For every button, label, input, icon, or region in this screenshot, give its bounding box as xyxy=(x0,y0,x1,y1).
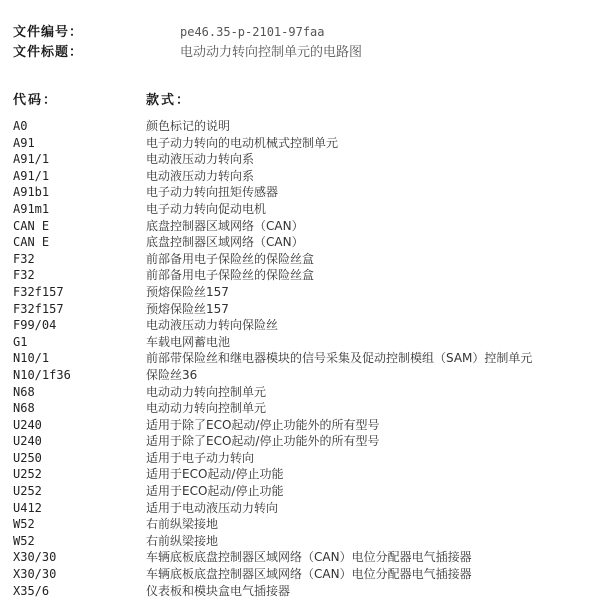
table-row xyxy=(0,301,609,318)
table-row xyxy=(0,583,609,600)
component-description: 适用于除了ECO起动/停止功能外的所有型号 xyxy=(146,417,380,432)
component-code: U412 xyxy=(13,500,42,515)
component-code: X30/30 xyxy=(13,567,57,582)
component-code: N68 xyxy=(13,401,35,416)
component-code: W52 xyxy=(13,533,35,548)
component-description: 电子动力转向的电动机械式控制单元 xyxy=(146,135,339,150)
doc-number-value: pe46.35-p-2101-97faa xyxy=(180,25,325,39)
component-description: 适用于除了ECO起动/停止功能外的所有型号 xyxy=(146,434,380,449)
component-code: CAN E xyxy=(13,235,50,250)
component-code: F32f157 xyxy=(13,301,64,316)
component-code: A0 xyxy=(13,119,28,133)
table-row xyxy=(0,135,609,152)
table-row xyxy=(0,450,609,467)
doc-number-label: 文件编号： xyxy=(13,25,84,40)
component-description: 适用于电子动力转向 xyxy=(146,450,255,465)
component-description: 仪表板和模块盒电气插接器 xyxy=(146,583,291,598)
component-description: 适用于电动液压动力转向 xyxy=(146,500,279,515)
table-row xyxy=(0,516,609,533)
table-row xyxy=(0,118,609,135)
component-description: 电动液压动力转向保险丝 xyxy=(146,318,279,333)
doc-title-value: 电动动力转向控制单元的电路图 xyxy=(180,45,363,60)
component-code: N10/1f36 xyxy=(13,367,71,382)
component-description: 前部备用电子保险丝的保险丝盒 xyxy=(146,268,315,283)
table-row xyxy=(0,384,609,401)
table-row xyxy=(0,466,609,483)
component-code: N68 xyxy=(13,384,35,399)
component-description: 保险丝36 xyxy=(146,367,198,382)
table-row xyxy=(0,367,609,384)
component-code: A91m1 xyxy=(13,201,50,216)
table-row xyxy=(0,168,609,185)
component-description: 底盘控制器区域网络（CAN） xyxy=(146,235,304,250)
component-description: 预熔保险丝157 xyxy=(146,284,229,299)
component-description: 电动动力转向控制单元 xyxy=(146,384,267,399)
component-code: A91b1 xyxy=(13,185,50,200)
component-code: CAN E xyxy=(13,218,50,233)
component-code: A91 xyxy=(13,135,35,150)
table-row xyxy=(0,566,609,583)
component-description: 电动液压动力转向系 xyxy=(146,152,255,167)
component-description: 车载电网蓄电池 xyxy=(146,334,231,349)
component-code: N10/1 xyxy=(13,351,50,366)
table-row xyxy=(0,184,609,201)
component-list xyxy=(0,118,609,599)
component-code: U250 xyxy=(13,450,42,465)
component-description: 电动液压动力转向系 xyxy=(146,168,255,183)
table-row xyxy=(0,500,609,517)
table-row xyxy=(0,549,609,566)
component-description: 底盘控制器区域网络（CAN） xyxy=(146,218,304,233)
component-code: U252 xyxy=(13,467,42,482)
component-description: 预熔保险丝157 xyxy=(146,301,229,316)
table-row xyxy=(0,218,609,235)
component-description: 前部带保险丝和继电器模块的信号采集及促动控制模组（SAM）控制单元 xyxy=(146,351,533,366)
component-description: 车辆底板底盘控制器区域网络（CAN）电位分配器电气插接器 xyxy=(146,550,472,565)
doc-title-label: 文件标题： xyxy=(13,45,84,60)
table-row xyxy=(0,433,609,450)
component-code: X35/6 xyxy=(13,583,50,598)
component-description: 右前纵梁接地 xyxy=(146,517,219,532)
table-row xyxy=(0,317,609,334)
table-row xyxy=(0,234,609,251)
component-code: U252 xyxy=(13,484,42,499)
component-code: X30/30 xyxy=(13,550,57,565)
table-row xyxy=(0,251,609,268)
component-code: F99/04 xyxy=(13,318,57,333)
table-row xyxy=(0,201,609,218)
component-description: 车辆底板底盘控制器区域网络（CAN）电位分配器电气插接器 xyxy=(146,567,472,582)
component-code: F32 xyxy=(13,268,35,283)
component-code: U240 xyxy=(13,434,42,449)
table-row xyxy=(0,400,609,417)
table-row xyxy=(0,483,609,500)
component-code: A91/1 xyxy=(13,152,50,167)
component-code: G1 xyxy=(13,334,28,349)
table-row xyxy=(0,267,609,284)
table-row xyxy=(0,417,609,434)
component-description: 电动动力转向控制单元 xyxy=(146,401,267,416)
component-code: A91/1 xyxy=(13,168,50,183)
component-code: U240 xyxy=(13,417,42,432)
component-description: 右前纵梁接地 xyxy=(146,533,219,548)
component-description: 电子动力转向促动电机 xyxy=(146,201,267,216)
code-column-header: 代码： xyxy=(13,93,59,108)
table-row xyxy=(0,151,609,168)
table-row xyxy=(0,350,609,367)
component-code: F32 xyxy=(13,251,35,266)
component-code: W52 xyxy=(13,517,35,532)
table-row xyxy=(0,334,609,351)
description-column-header: 款式： xyxy=(146,93,192,108)
component-description: 适用于ECO起动/停止功能 xyxy=(146,484,284,499)
component-description: 电子动力转向扭矩传感器 xyxy=(146,185,279,200)
table-row xyxy=(0,284,609,301)
component-description: 适用于ECO起动/停止功能 xyxy=(146,467,284,482)
component-description: 前部备用电子保险丝的保险丝盒 xyxy=(146,251,315,266)
component-code: F32f157 xyxy=(13,284,64,299)
table-row xyxy=(0,533,609,550)
component-description: 颜色标记的说明 xyxy=(146,119,231,133)
